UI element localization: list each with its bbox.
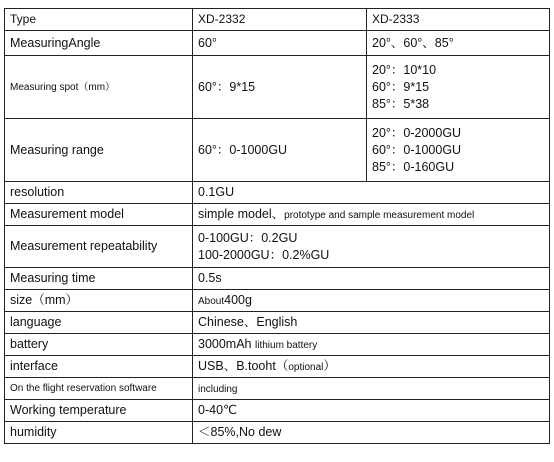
value-main: 3000mAh — [198, 336, 252, 351]
row-label: Working temperature — [5, 400, 193, 422]
row-value: 0-40℃ — [193, 400, 550, 422]
value-small: lithium battery — [255, 339, 318, 351]
row-label: size（mm） — [5, 290, 193, 312]
value-line: 85°：5*38 — [372, 96, 430, 111]
row-value-a: 60°：9*15 — [193, 56, 367, 119]
row-label: MeasuringAngle — [5, 31, 193, 56]
row-value-b: 20°、60°、85° — [367, 31, 550, 56]
header-model-b-cell: XD-2333 — [367, 9, 550, 31]
value-line: 100-2000GU：0.2%GU — [198, 247, 330, 262]
row-label: Measuring spot（mm） — [5, 56, 193, 119]
row-value: 0.1GU — [193, 182, 550, 204]
row-value — [193, 290, 550, 312]
header-model-a-cell: XD-2332 — [193, 9, 367, 31]
table-row — [5, 268, 550, 290]
value-line: 60°：9*15 — [372, 79, 430, 94]
row-label: On the flight reservation software — [5, 378, 193, 400]
row-value-a: 60° — [193, 31, 367, 56]
value-small: prototype and sample measurement model — [284, 209, 475, 221]
value-line: 20°：0-2000GU — [372, 125, 462, 140]
table-row — [5, 400, 550, 422]
value-small: About — [198, 295, 225, 307]
table-row — [5, 422, 550, 444]
table-row — [5, 119, 550, 182]
table-row — [5, 290, 550, 312]
row-value — [193, 356, 550, 378]
value-main: simple model、 — [198, 206, 285, 221]
row-value-a: 60°：0-1000GU — [193, 119, 367, 182]
row-label: Measuring range — [5, 119, 193, 182]
table-row — [5, 334, 550, 356]
row-value: 0.5s — [193, 268, 550, 290]
table-row — [5, 182, 550, 204]
value-line: 20°：10*10 — [372, 62, 437, 77]
table-row — [5, 226, 550, 268]
table-row — [5, 56, 550, 119]
value-small: optional — [288, 361, 324, 373]
table-row — [5, 378, 550, 400]
value-tail: ） — [323, 358, 336, 373]
table-header-row — [5, 9, 550, 31]
value-small: including — [198, 383, 238, 395]
row-value — [193, 204, 550, 226]
value-main: 400g — [224, 292, 252, 307]
row-label: battery — [5, 334, 193, 356]
row-value-b — [367, 56, 550, 119]
row-label: Measuring time — [5, 268, 193, 290]
header-type-cell: Type — [5, 9, 193, 31]
row-label: Measurement repeatability — [5, 226, 193, 268]
row-label: resolution — [5, 182, 193, 204]
value-main: USB、B.tooht（ — [198, 358, 289, 373]
row-label: language — [5, 312, 193, 334]
row-label: interface — [5, 356, 193, 378]
row-label: Measurement model — [5, 204, 193, 226]
value-line: 85°：0-160GU — [372, 159, 455, 174]
row-value-b — [367, 119, 550, 182]
table-row — [5, 31, 550, 56]
spec-table — [4, 8, 550, 444]
table-row — [5, 312, 550, 334]
table-row — [5, 356, 550, 378]
value-line: 60°：0-1000GU — [372, 142, 462, 157]
row-value: ＜85%,No dew — [193, 422, 550, 444]
row-label: humidity — [5, 422, 193, 444]
row-value — [193, 334, 550, 356]
row-value: Chinese、English — [193, 312, 550, 334]
table-row — [5, 204, 550, 226]
row-value — [193, 226, 550, 268]
row-value — [193, 378, 550, 400]
value-line: 0-100GU：0.2GU — [198, 230, 298, 245]
